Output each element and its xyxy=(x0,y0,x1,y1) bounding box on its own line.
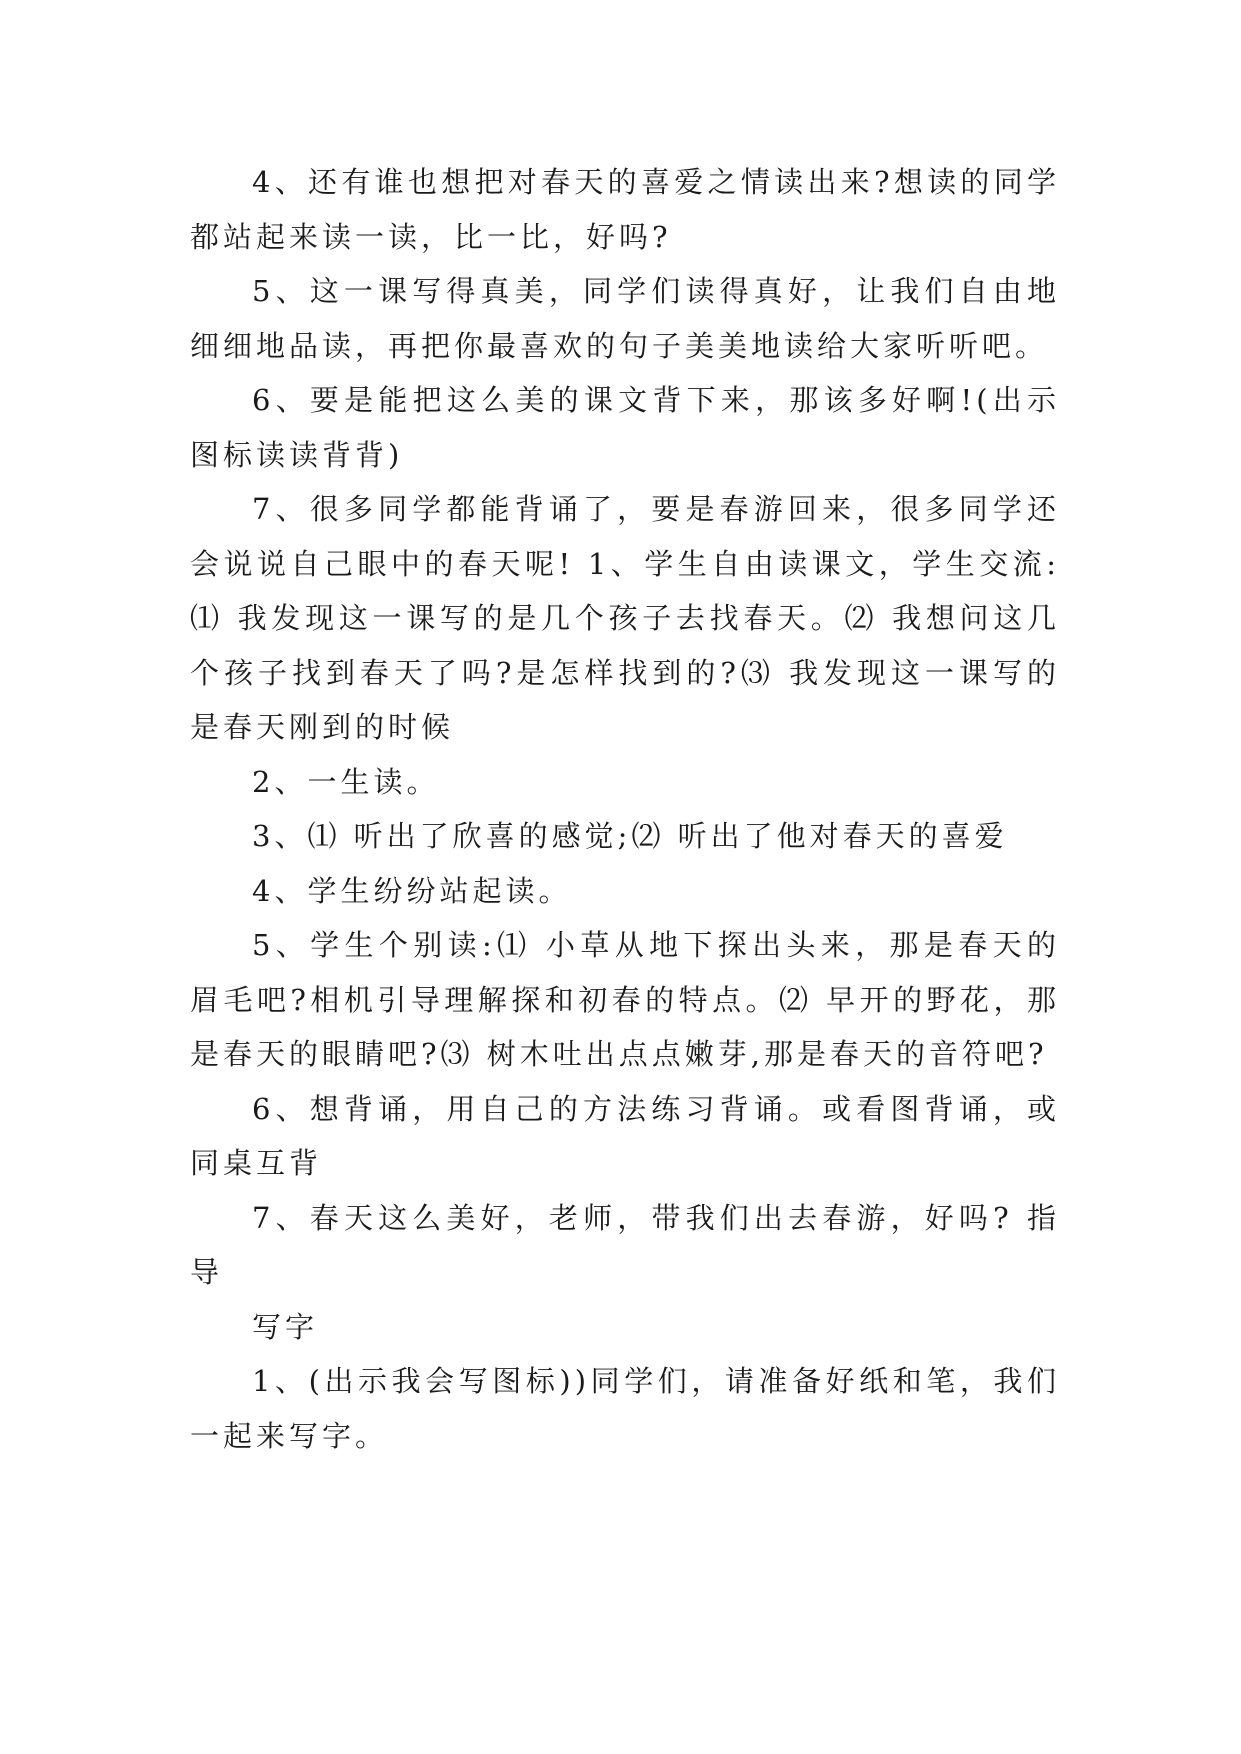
paragraph: 5、学生个别读:⑴ 小草从地下探出头来，那是春天的眉毛吧?相机引导理解探和初春的特点。⑵ 早开的野花，那是春天的眼睛吧?⑶ 树木吐出点点嫩芽,那是春天的音符吧? xyxy=(190,928,1060,1071)
paragraph: 7、很多同学都能背诵了，要是春游回来，很多同学还会说说自己眼中的春天呢! 1、学生自由读课文，学生交流:⑴ 我发现这一课写的是几个孩子去找春天。⑵ 我想问这几个孩子找到春天了吗?是怎样找到的?⑶ 我发现这一课写的是春天刚到的时候 xyxy=(190,492,1060,744)
paragraph: 7、春天这么美好，老师，带我们出去春游，好吗? 指导 xyxy=(190,1200,1060,1289)
paragraph: 6、要是能把这么美的课文背下来，那该多好啊!(出示图标读读背背) xyxy=(190,383,1060,472)
paragraph: 6、想背诵，用自己的方法练习背诵。或看图背诵，或同桌互背 xyxy=(190,1091,1060,1180)
paragraph: 4、学生纷纷站起读。 xyxy=(252,873,572,908)
section-heading: 写字 xyxy=(252,1309,319,1344)
paragraph: 2、一生读。 xyxy=(252,764,440,799)
paragraph: 4、还有谁也想把对春天的喜爱之情读出来?想读的同学都站起来读一读，比一比，好吗? xyxy=(190,165,1060,254)
paragraph: 3、⑴ 听出了欣喜的感觉;⑵ 听出了他对春天的喜爱 xyxy=(252,819,1008,853)
closing-paragraph: 1、(出示我会写图标))同学们，请准备好纸和笔，我们一起来写字。 xyxy=(190,1364,1060,1453)
document-body xyxy=(190,155,1060,1463)
paragraph: 5、这一课写得真美，同学们读得真好，让我们自由地细细地品读，再把你最喜欢的句子美美地读给大家听听吧。 xyxy=(190,274,1060,363)
